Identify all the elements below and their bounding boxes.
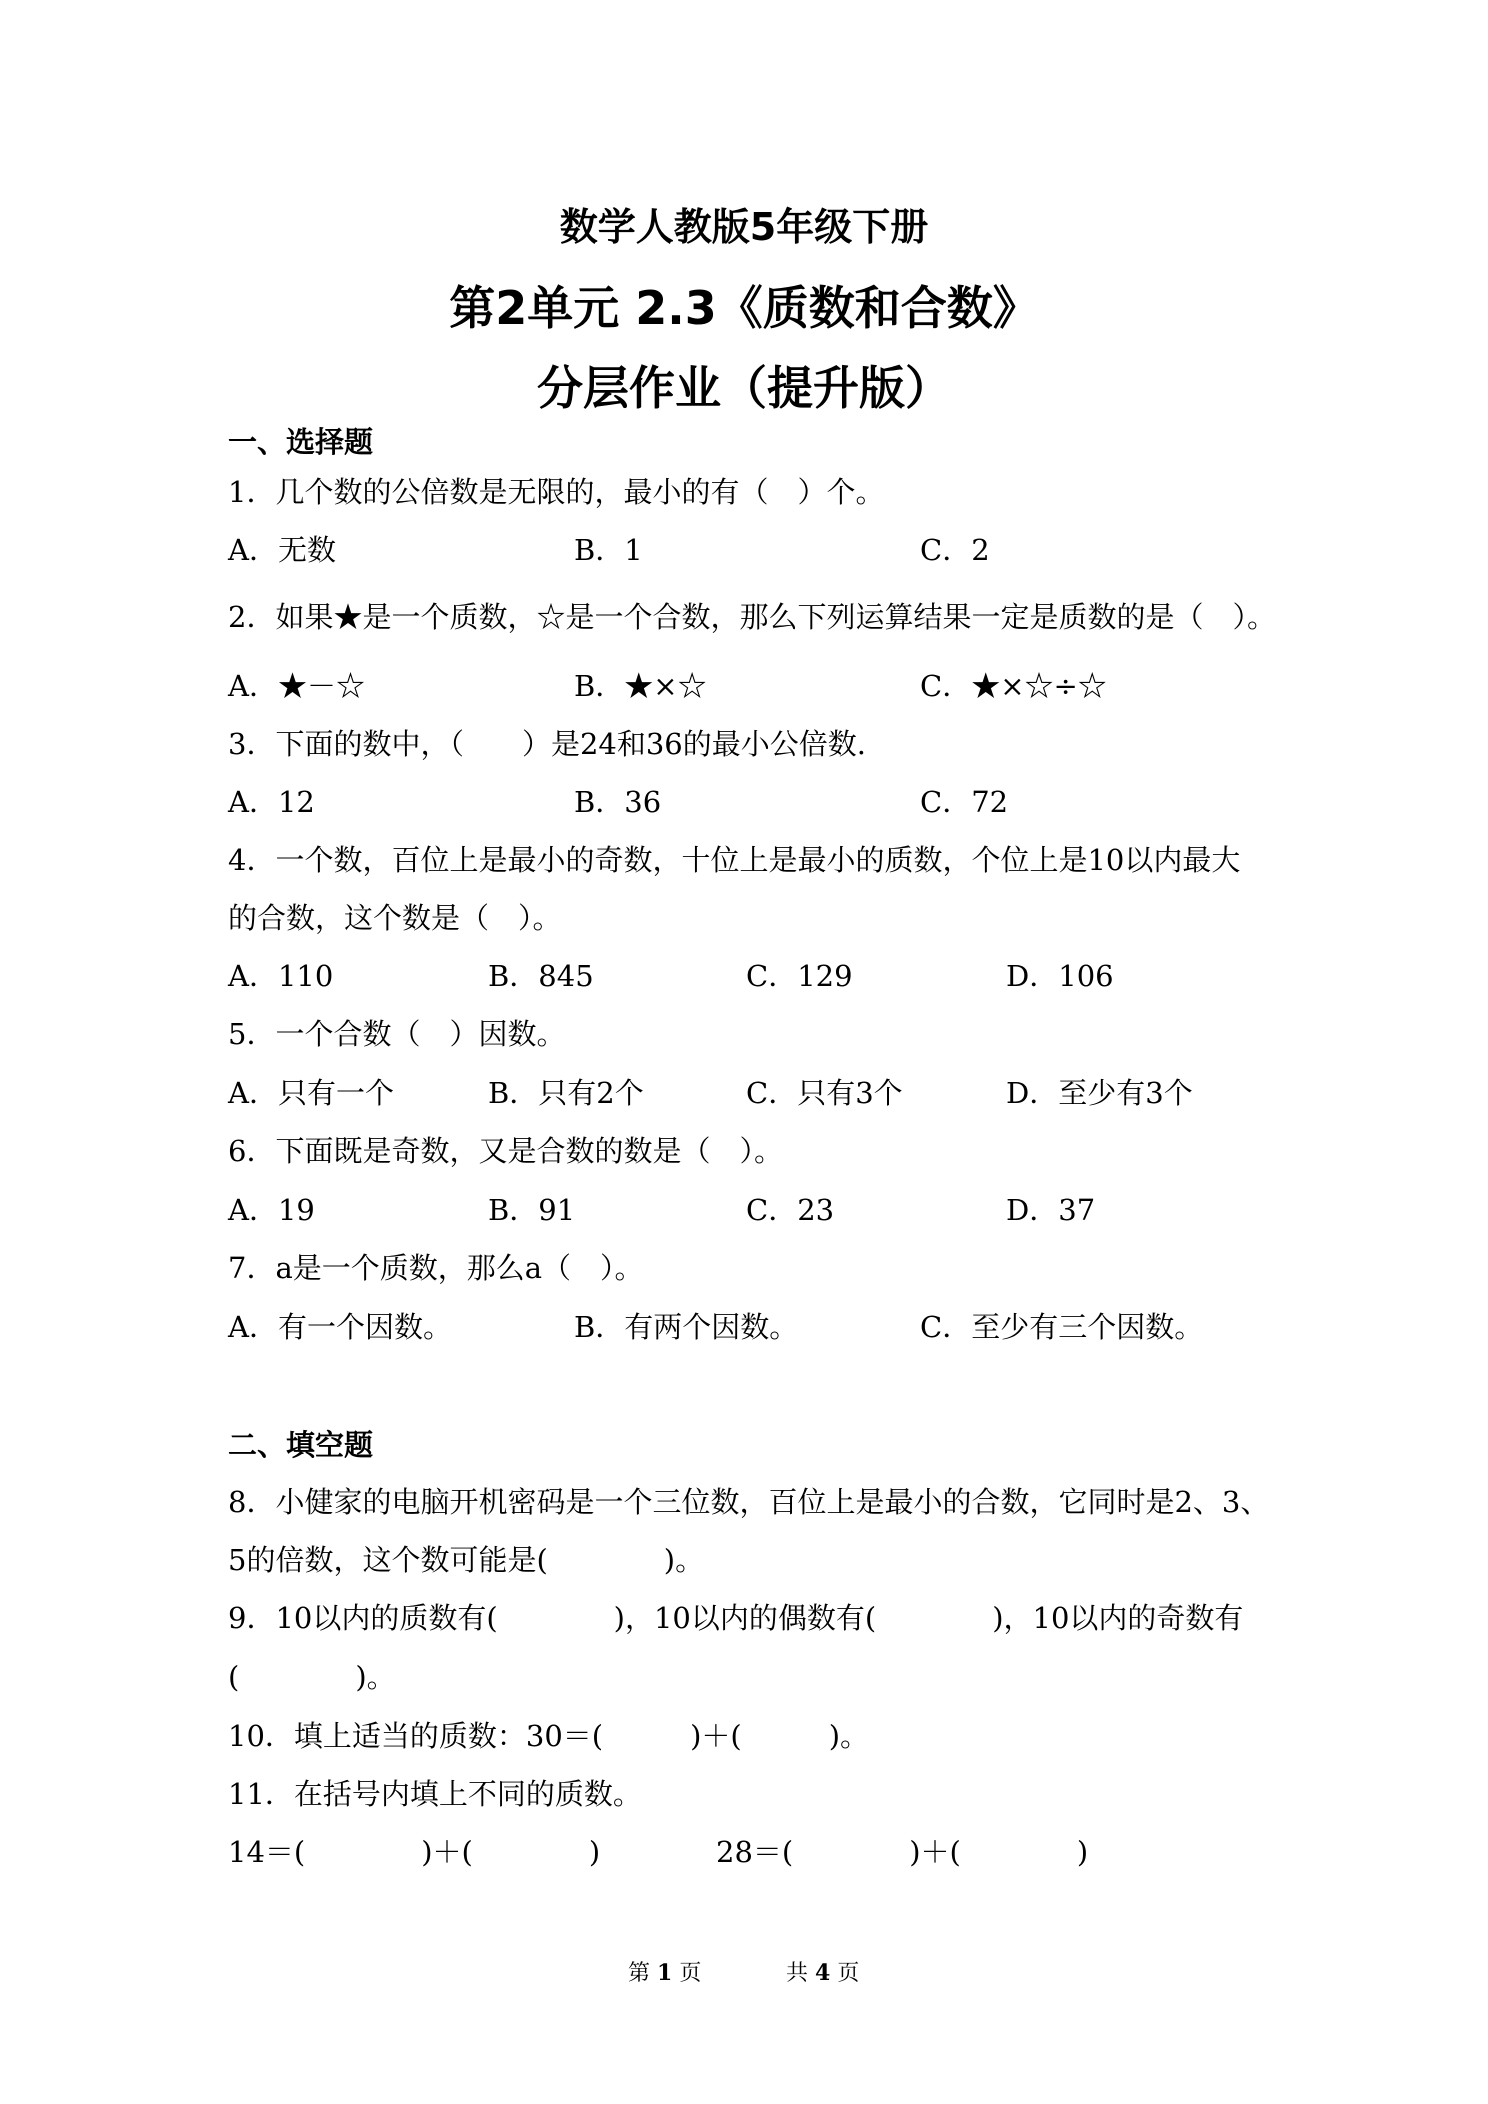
page-total: 共 4 页 — [786, 1960, 860, 1986]
question-9-line-1: 9．10以内的质数有( )，10以内的偶数有( )，10以内的奇数有 — [228, 1601, 1244, 1635]
section-heading-choice: 一、选择题 — [228, 425, 374, 459]
question-8-line-2: 5的倍数，这个数可能是( )。 — [228, 1543, 705, 1577]
q1-option-c: C．2 — [920, 533, 990, 567]
question-6: 6．下面既是奇数，又是合数的数是（ ）。 — [228, 1134, 783, 1168]
q11-equation-2: 28＝( )＋( ) — [716, 1835, 1089, 1869]
question-4-line-2: 的合数，这个数是（ ）。 — [228, 901, 562, 935]
q5-option-b: B．只有2个 — [488, 1076, 644, 1110]
q3-option-a: A．12 — [228, 785, 315, 819]
section-heading-fill: 二、填空题 — [228, 1428, 374, 1462]
doc-title: 数学人教版5年级下册 — [559, 205, 929, 249]
q1-option-a: A．无数 — [228, 533, 336, 567]
question-11: 11．在括号内填上不同的质数。 — [228, 1777, 642, 1811]
question-7: 7．a是一个质数，那么a（ ）。 — [228, 1251, 644, 1285]
question-5: 5．一个合数（ ）因数。 — [228, 1017, 566, 1051]
q1-option-b: B．1 — [574, 533, 643, 567]
q4-option-d: D．106 — [1006, 959, 1114, 993]
q7-option-b: B．有两个因数。 — [574, 1310, 799, 1344]
question-2: 2．如果★是一个质数，☆是一个合数，那么下列运算结果一定是质数的是（ ）。 — [228, 600, 1276, 634]
q6-option-a: A．19 — [228, 1193, 315, 1227]
doc-subtitle: 第2单元 2.3《质数和合数》 — [449, 281, 1039, 335]
q5-option-c: C．只有3个 — [746, 1076, 903, 1110]
q7-option-c: C．至少有三个因数。 — [920, 1310, 1204, 1344]
question-4-line-1: 4．一个数，百位上是最小的奇数，十位上是最小的质数，个位上是10以内最大 — [228, 843, 1241, 877]
q6-option-b: B．91 — [488, 1193, 576, 1227]
q4-option-a: A．110 — [228, 959, 334, 993]
q3-option-b: B．36 — [574, 785, 662, 819]
q4-option-b: B．845 — [488, 959, 594, 993]
q7-option-a: A．有一个因数。 — [228, 1310, 452, 1344]
q5-option-a: A．只有一个 — [228, 1076, 394, 1110]
q5-option-d: D．至少有3个 — [1006, 1076, 1193, 1110]
question-1: 1．几个数的公倍数是无限的，最小的有（ ）个。 — [228, 475, 885, 509]
question-10: 10．填上适当的质数：30＝( )＋( )。 — [228, 1719, 870, 1753]
page-number: 第 1 页 — [628, 1960, 702, 1986]
q2-option-a: A．★－☆ — [228, 669, 365, 703]
q11-equation-1: 14＝( )＋( ) — [228, 1835, 601, 1869]
q6-option-c: C．23 — [746, 1193, 835, 1227]
q6-option-d: D．37 — [1006, 1193, 1096, 1227]
question-9-line-2: ( )。 — [228, 1660, 396, 1694]
q4-option-c: C．129 — [746, 959, 853, 993]
q2-option-c: C．★×☆÷☆ — [920, 669, 1107, 703]
q2-option-b: B．★×☆ — [574, 669, 707, 703]
doc-subtitle-2: 分层作业（提升版） — [537, 361, 951, 415]
question-3: 3．下面的数中，（ ）是24和36的最小公倍数. — [228, 727, 866, 761]
q3-option-c: C．72 — [920, 785, 1009, 819]
question-8-line-1: 8．小健家的电脑开机密码是一个三位数，百位上是最小的合数，它同时是2、3、 — [228, 1485, 1270, 1519]
